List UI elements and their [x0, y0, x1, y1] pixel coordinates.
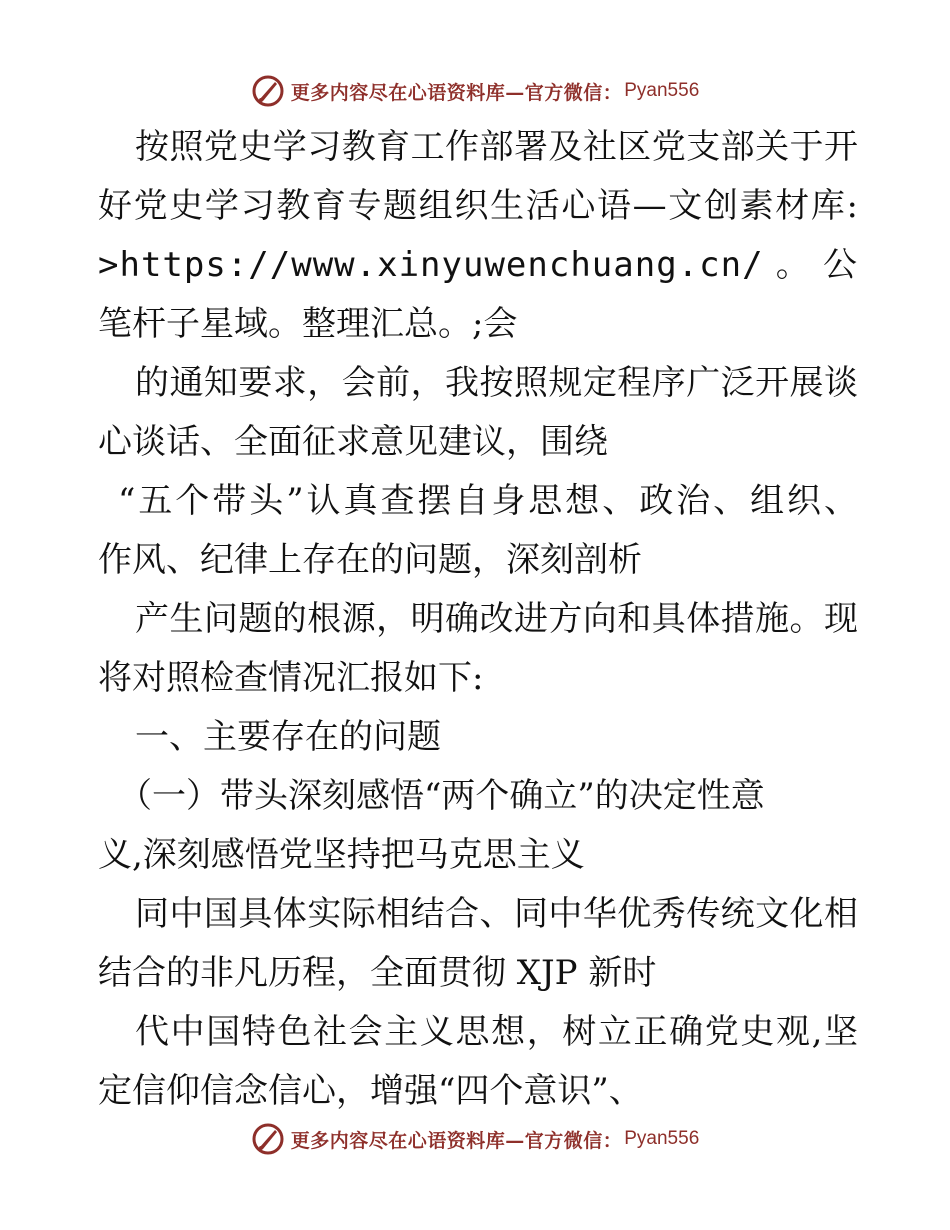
- quill-logo-icon: [251, 74, 285, 108]
- quill-logo-icon: [251, 1122, 285, 1156]
- body-line: 结合的非凡历程，全面贯彻 XJP 新时: [98, 953, 657, 993]
- body-line: 同中国具体实际相结合、同中华优秀传统文化相: [135, 894, 858, 934]
- body-line: 义,深刻感悟党坚持把马克思主义: [98, 835, 585, 875]
- header-watermark: [0, 71, 950, 111]
- watermark-text: 更多内容尽在心语资料库—官方微信：: [290, 81, 623, 104]
- body-line: 好党史学习教育专题组织生活心语—文创素材库:: [98, 186, 858, 226]
- body-line: “五个带头”认真查摆自身思想、政治、组织、: [118, 481, 858, 521]
- body-line: 将对照检查情况汇报如下:: [98, 658, 484, 698]
- body-line: 作风、纪律上存在的问题，深刻剖析: [98, 540, 642, 580]
- body-line: 的通知要求，会前，我按照规定程序广泛开展谈: [135, 363, 858, 403]
- body-line: 按照党史学习教育工作部署及社区党支部关于开: [135, 127, 858, 167]
- body-line: 心谈话、全面征求意见建议，围绕: [98, 422, 608, 462]
- body-line: 代中国特色社会主义思想，树立正确党史观,坚: [135, 1012, 858, 1052]
- body-line: 定信仰信念信心，增强“四个意识”、: [98, 1071, 643, 1111]
- subsection-heading: （一）带头深刻感悟“两个确立”的决定性意: [118, 776, 765, 816]
- document-body: [98, 118, 858, 1121]
- section-heading: 一、主要存在的问题: [135, 717, 441, 757]
- watermark-wechat-id: Pyan556: [624, 80, 700, 101]
- body-line-url: >https://www.xinyuwenchuang.cn/。公: [98, 245, 858, 285]
- body-line: 产生问题的根源，明确改进方向和具体措施。现: [135, 599, 858, 639]
- footer-watermark: [0, 1119, 950, 1159]
- body-line: 笔杆子星域。整理汇总。;会: [98, 304, 518, 344]
- watermark-wechat-id: Pyan556: [624, 1128, 700, 1149]
- watermark-text: 更多内容尽在心语资料库—官方微信：: [290, 1129, 623, 1152]
